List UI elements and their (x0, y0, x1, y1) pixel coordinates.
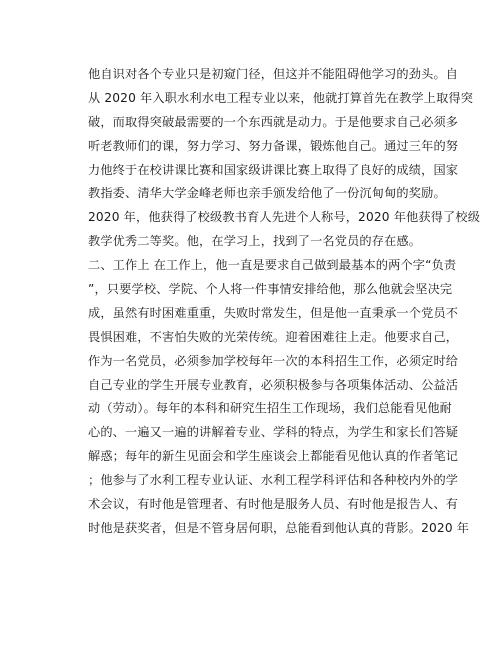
text-line: 2020 年，他获得了校级教书育人先进个人称号，2020 年他获得了校级 (88, 210, 481, 225)
text-line: 教学优秀二等奖。他，在学习上，找到了一名党员的存在感。 (88, 234, 422, 249)
text-line: 力他终于在校讲课比赛和国家级讲课比赛上取得了良好的成绩，国家 (88, 162, 459, 177)
text-line: 破，而取得突破最需要的一个东西就是动力。于是他要求自己必须多 (88, 114, 459, 129)
text-line: 从 2020 年入职水利水电工程专业以来，他就打算首先在教学上取得突 (88, 90, 474, 105)
text-line: 术会议，有时他是管理者、有时他是服务人员、有时他是报告人、有 (88, 497, 459, 512)
text-line: 动（劳动）。每年的本科和研究生招生工作现场，我们总能看见他耐 (88, 401, 453, 416)
text-line: 自己专业的学生开展专业教育，必须积极参与各项集体活动、公益活 (88, 377, 459, 392)
body-text (88, 63, 481, 541)
text-line: ；他参与了水利工程专业认证、水利工程学科评估和各种校内外的学 (88, 473, 459, 488)
text-line: 听老教师们的课，努力学习、努力备课，锻炼他自己。通过三年的努 (88, 138, 459, 153)
text-line: 解惑；每年的新生见面会和学生座谈会上都能看见他认真的作者笔记 (88, 449, 459, 464)
text-line: 心的、一遍又一遍的讲解着专业、学科的特点，为学生和家长们答疑 (88, 425, 459, 440)
text-line: 他自识对各个专业只是初窥门径，但这并不能阻碍他学习的劲头。自 (88, 67, 459, 81)
text-line: 畏惧困难，不害怕失败的光荣传统。迎着困难往上走。他要求自己， (88, 329, 459, 344)
text-line: 二、工作上 在工作上，他一直是要求自己做到最基本的两个字“负责 (88, 258, 457, 273)
text-line: ”，只要学校、学院、个人将一件事情安排给他，那么他就会坚决完 (88, 282, 453, 297)
text-line: 时他是获奖者，但是不管身居何职，总能看到他认真的背影。2020 年 (88, 520, 470, 535)
text-line: 教指委、清华大学金峰老师也亲手颁发给他了一份沉甸甸的奖励。 (88, 186, 446, 201)
text-line: 作为一名党员，必须参加学校每年一次的本科招生工作，必须定时给 (88, 353, 459, 368)
text-line: 成，虽然有时困难重重，失败时常发生，但是他一直秉承一个党员不 (88, 305, 459, 320)
